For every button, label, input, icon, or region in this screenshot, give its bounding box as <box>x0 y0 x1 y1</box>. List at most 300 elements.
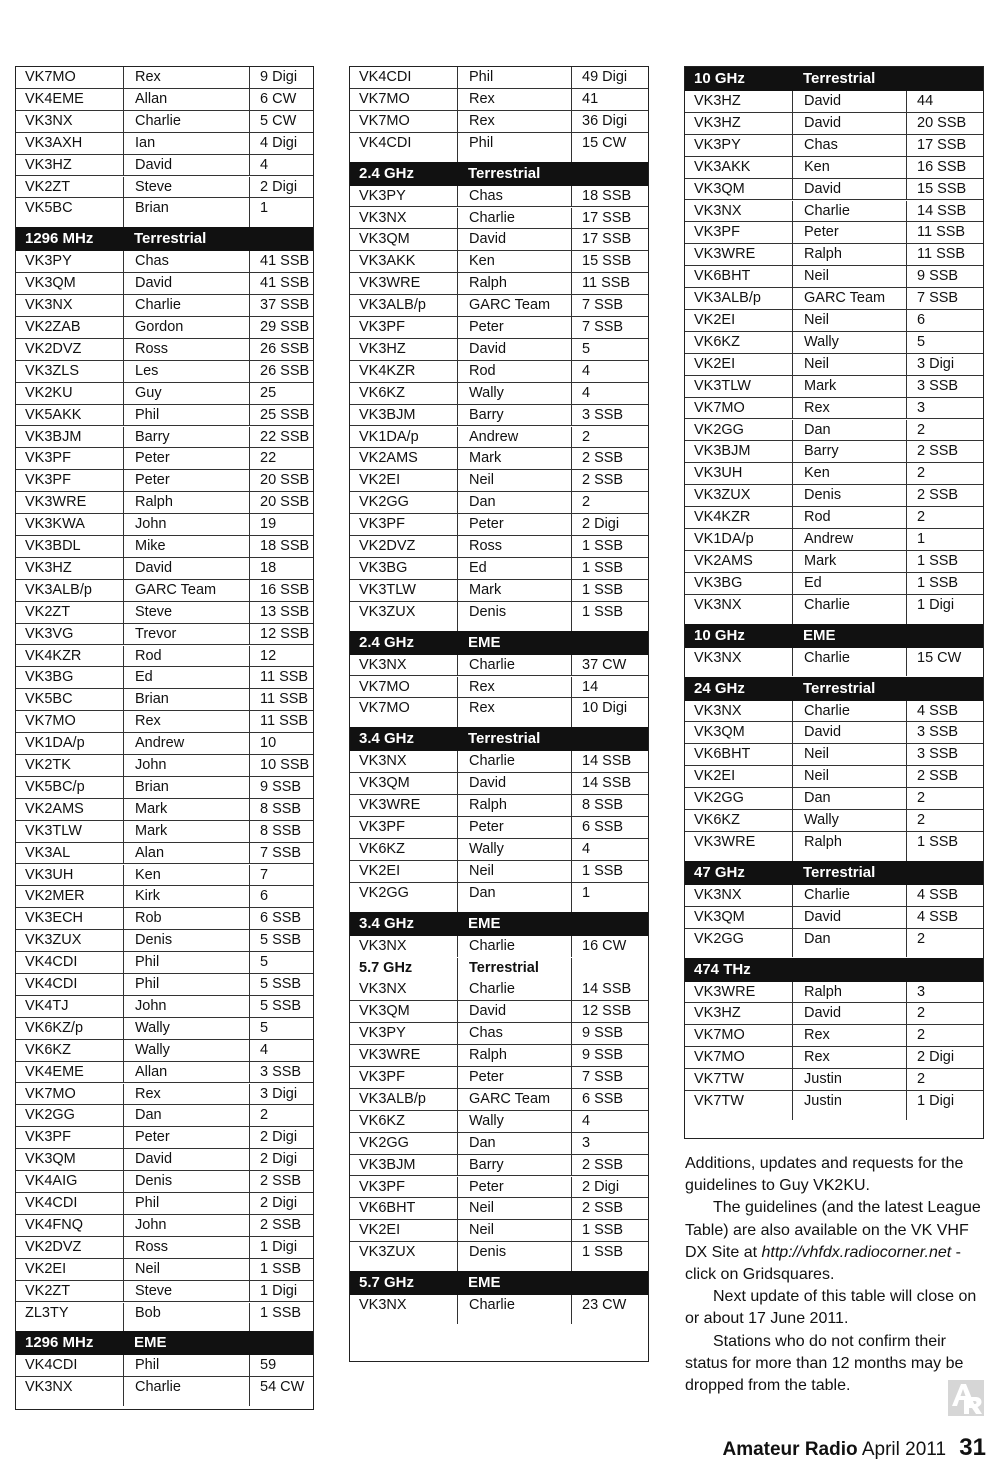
callsign-cell: VK2EI <box>694 768 736 785</box>
table-row <box>16 777 313 799</box>
name-cell: Chas <box>457 186 571 207</box>
name-cell: Denis <box>457 602 571 631</box>
table-row <box>350 295 648 317</box>
name-cell: Rex <box>457 89 571 110</box>
name-cell: Charlie <box>792 701 906 722</box>
table-row <box>685 485 983 507</box>
score-cell: 20 SSB <box>249 492 313 513</box>
score-cell: 1 Digi <box>906 1091 983 1120</box>
table-row <box>16 1377 313 1406</box>
score-cell: 41 SSB <box>249 273 313 294</box>
table-row <box>16 558 313 580</box>
name-cell: Neil <box>792 766 906 787</box>
name-cell: Phil <box>123 1193 249 1214</box>
name-cell: Neil <box>457 470 571 491</box>
score-cell: 2 Digi <box>906 1047 983 1068</box>
table-row <box>16 1149 313 1171</box>
callsign-cell: VK6KZ <box>359 840 405 857</box>
callsign-cell: VK2TK <box>25 757 71 773</box>
callsign-cell: VK3PF <box>359 516 405 533</box>
name-cell: Rod <box>457 361 571 382</box>
band-mode: EME <box>468 633 501 651</box>
name-cell: Rex <box>792 1047 906 1068</box>
name-cell: Charlie <box>792 595 906 624</box>
name-cell: Dan <box>457 492 571 513</box>
score-cell: 1 SSB <box>571 580 648 601</box>
score-cell: 19 <box>249 514 313 535</box>
callsign-cell: VK7MO <box>694 1027 745 1044</box>
score-cell: 2 Digi <box>249 1193 313 1214</box>
table-row <box>685 832 983 861</box>
name-cell: Phil <box>457 133 571 162</box>
table-row <box>685 907 983 929</box>
name-cell: Charlie <box>457 936 571 958</box>
score-cell: 11 SSB <box>571 273 648 294</box>
score-cell: 3 Digi <box>906 354 983 375</box>
note-next-update: Next update of this table will close on or about 17 June 2011. <box>685 1288 977 1328</box>
score-cell: 5 <box>571 339 648 360</box>
score-cell: 12 <box>249 646 313 667</box>
score-cell: 2 <box>906 929 983 958</box>
name-cell: Wally <box>123 1018 249 1039</box>
score-cell: 1 Digi <box>906 595 983 624</box>
name-cell: Gordon <box>123 317 249 338</box>
name-cell: Peter <box>457 514 571 535</box>
score-cell: 2 <box>906 507 983 528</box>
name-cell: Rex <box>457 111 571 132</box>
callsign-cell: VK3QM <box>694 908 745 925</box>
band-label: 10 GHz <box>694 626 745 644</box>
score-cell: 14 SSB <box>571 979 648 1000</box>
score-cell: 4 SSB <box>906 907 983 928</box>
score-cell: 15 SSB <box>571 251 648 272</box>
callsign-cell: VK2GG <box>25 1107 75 1124</box>
score-cell: 7 SSB <box>906 288 983 309</box>
score-cell: 2 SSB <box>906 485 983 506</box>
name-cell: Ralph <box>792 832 906 861</box>
table-row <box>350 1295 648 1324</box>
table-row <box>685 1069 983 1091</box>
table-row <box>16 580 313 602</box>
table-row <box>350 67 648 89</box>
callsign-cell: VK3HZ <box>694 1005 741 1022</box>
score-cell: 1 <box>906 529 983 550</box>
score-cell: 2 <box>571 492 648 513</box>
table-row <box>350 1067 648 1089</box>
table-row <box>16 405 313 427</box>
callsign-cell: VK3WRE <box>359 797 421 814</box>
callsign-cell: VK6BHT <box>694 746 751 763</box>
score-cell: 5 <box>249 1018 313 1039</box>
score-cell: 2 SSB <box>571 1198 648 1219</box>
table-row <box>16 89 313 111</box>
callsign-cell: VK3VG <box>25 625 74 642</box>
name-cell: Chas <box>457 1023 571 1044</box>
name-cell: Charlie <box>457 655 571 676</box>
callsign-cell: VK2EI <box>25 1260 67 1277</box>
callsign-cell: VK3NX <box>359 981 407 998</box>
callsign-cell: VK3PF <box>359 1069 405 1085</box>
name-cell: Guy <box>123 383 249 404</box>
callsign-cell: VK3NX <box>359 1297 407 1314</box>
name-cell: Mark <box>792 376 906 397</box>
name-cell: John <box>123 996 249 1017</box>
callsign-cell: VK4AIG <box>25 1173 78 1190</box>
page-number: 31 <box>959 1434 986 1461</box>
callsign-cell: VK3QM <box>694 180 745 197</box>
table-row <box>685 201 983 223</box>
callsign-cell: VK2GG <box>694 930 744 947</box>
table-row <box>685 135 983 157</box>
callsign-cell: VK3NX <box>25 297 73 314</box>
callsign-cell: VK4FNQ <box>25 1216 84 1233</box>
table-row <box>685 244 983 266</box>
callsign-cell: VK3NX <box>694 202 742 219</box>
callsign-cell: VK6BHT <box>359 1200 416 1217</box>
callsign-cell: VK3QM <box>359 231 410 248</box>
table-row <box>685 551 983 573</box>
score-cell: 59 <box>249 1355 313 1376</box>
name-cell: Mike <box>123 536 249 557</box>
name-cell: GARC Team <box>457 295 571 316</box>
score-cell: 18 SSB <box>249 536 313 557</box>
score-cell: 9 SSB <box>571 1045 648 1066</box>
table-row <box>685 885 983 907</box>
name-cell: Dan <box>792 420 906 441</box>
score-cell: 37 SSB <box>249 295 313 316</box>
name-cell: Denis <box>123 1171 249 1192</box>
band-label: 47 GHz <box>694 863 745 881</box>
score-cell: 2 SSB <box>249 1215 313 1236</box>
score-cell: 11 SSB <box>906 244 983 265</box>
table-row <box>685 810 983 832</box>
callsign-cell: VK7MO <box>359 90 410 107</box>
callsign-cell: VK3QM <box>359 1003 410 1020</box>
note-guidelines <box>685 1197 990 1286</box>
callsign-cell: VK3PF <box>25 472 71 489</box>
score-cell: 6 SSB <box>571 1089 648 1110</box>
callsign-cell: VK4CDI <box>25 976 78 992</box>
callsign-cell: VK2EI <box>359 1222 401 1239</box>
table-row <box>350 1155 648 1177</box>
score-cell: 6 SSB <box>249 908 313 929</box>
score-cell: 18 <box>249 558 313 579</box>
band-mode: Terrestrial <box>468 730 541 748</box>
score-cell: 7 SSB <box>571 295 648 316</box>
table-row <box>350 133 648 162</box>
score-cell: 49 Digi <box>571 67 648 88</box>
band-header <box>685 624 983 648</box>
name-cell: Dan <box>457 1133 571 1154</box>
callsign-cell: VK3AKK <box>359 253 416 270</box>
score-cell: 14 SSB <box>571 773 648 794</box>
score-cell: 17 SSB <box>571 208 648 229</box>
callsign-cell: VK7MO <box>25 1085 76 1102</box>
callsign-cell: VK2EI <box>694 355 736 372</box>
name-cell: David <box>457 773 571 794</box>
table-row <box>16 821 313 843</box>
table-row <box>685 179 983 201</box>
name-cell: Charlie <box>457 979 571 1000</box>
score-cell: 2 SSB <box>249 1171 313 1192</box>
score-cell: 2 <box>906 788 983 809</box>
score-cell: 1 SSB <box>906 573 983 594</box>
score-cell: 11 SSB <box>906 222 983 243</box>
callsign-cell: VK3PF <box>25 1129 71 1146</box>
table-row <box>16 1062 313 1084</box>
callsign-cell: VK3ECH <box>25 910 84 927</box>
table-row <box>16 646 313 668</box>
name-cell: Charlie <box>123 1377 249 1406</box>
name-cell: David <box>457 1001 571 1022</box>
name-cell: Ralph <box>457 1045 571 1066</box>
score-cell: 10 SSB <box>249 755 313 776</box>
score-cell: 11 SSB <box>249 711 313 732</box>
score-cell: 10 Digi <box>571 698 648 727</box>
name-cell: Ralph <box>792 982 906 1003</box>
score-cell: 7 SSB <box>571 1067 648 1088</box>
score-cell: 23 CW <box>571 1295 648 1324</box>
table-row <box>685 332 983 354</box>
score-cell: 8 SSB <box>571 795 648 816</box>
band-label: 1296 MHz <box>25 1334 94 1352</box>
score-cell: 2 SSB <box>571 470 648 491</box>
table-row <box>16 514 313 536</box>
score-cell: 3 SSB <box>906 744 983 765</box>
table-row <box>350 514 648 536</box>
score-cell: 11 SSB <box>249 689 313 710</box>
name-cell: Chas <box>792 135 906 156</box>
table-row <box>16 448 313 470</box>
name-cell: David <box>123 558 249 579</box>
table-row <box>685 744 983 766</box>
band-label: 3.4 GHz <box>359 730 415 748</box>
name-cell: Ken <box>123 865 249 886</box>
table-row <box>16 67 313 89</box>
table-row <box>16 1040 313 1062</box>
table-row <box>685 398 983 420</box>
name-cell: Rex <box>792 398 906 419</box>
name-cell: Brian <box>123 689 249 710</box>
name-cell: Dan <box>457 883 571 912</box>
band-mode: EME <box>468 914 501 932</box>
callsign-cell: VK3AXH <box>25 134 83 151</box>
band-header <box>16 227 313 251</box>
callsign-cell: VK3NX <box>25 112 73 129</box>
callsign-cell: VK3NX <box>694 596 742 613</box>
table-row <box>350 698 648 727</box>
callsign-cell: VK3BDL <box>25 538 81 554</box>
name-cell: Barry <box>457 1155 571 1176</box>
name-cell: Brian <box>123 777 249 798</box>
score-cell: 7 SSB <box>249 843 313 864</box>
callsign-cell: VK3WRE <box>694 833 756 850</box>
name-cell: Peter <box>457 1177 571 1198</box>
score-cell: 15 CW <box>906 648 983 677</box>
name-cell: Dan <box>792 929 906 958</box>
score-cell: 2 Digi <box>249 1127 313 1148</box>
guidelines-link[interactable]: http://vhfdx.radiocorner.net <box>761 1243 952 1261</box>
name-cell: Justin <box>792 1091 906 1120</box>
name-cell: GARC Team <box>457 1089 571 1110</box>
callsign-cell: VK2GG <box>694 790 744 807</box>
callsign-cell: VK3BJM <box>25 428 82 445</box>
band-mode: Terrestrial <box>803 679 876 697</box>
table-row <box>685 420 983 442</box>
callsign-cell: VK2ZAB <box>25 319 81 335</box>
score-cell: 1 <box>249 198 313 227</box>
callsign-cell: VK3QM <box>25 275 76 292</box>
score-cell: 4 <box>571 383 648 404</box>
name-cell: Denis <box>123 930 249 951</box>
note-dropped: Stations who do not confirm their status for more than 12 months may be dropped from the table. <box>685 1332 964 1395</box>
name-cell: Rex <box>123 711 249 732</box>
score-cell: 1 SSB <box>571 536 648 557</box>
score-cell: 2 <box>571 427 648 448</box>
callsign-cell: VK3QM <box>25 1151 76 1168</box>
callsign-cell: VK2GG <box>359 494 409 511</box>
name-cell: Ross <box>123 1237 249 1258</box>
score-cell: 6 <box>249 886 313 907</box>
name-cell: Ralph <box>457 795 571 816</box>
band-header <box>350 727 648 751</box>
name-cell: Ian <box>123 133 249 154</box>
callsign-cell: VK3ZLS <box>25 362 79 379</box>
callsign-cell: VK4CDI <box>359 69 412 85</box>
name-cell: Mark <box>123 821 249 842</box>
table-row <box>350 655 648 677</box>
score-cell: 5 SSB <box>249 974 313 995</box>
table-row <box>350 1177 648 1199</box>
name-cell: Phil <box>457 67 571 88</box>
table-row <box>16 273 313 295</box>
name-cell: Phil <box>123 974 249 995</box>
name-cell: Ralph <box>792 244 906 265</box>
callsign-cell: VK3NX <box>694 886 742 903</box>
score-cell: 12 SSB <box>249 624 313 645</box>
name-cell: Rex <box>457 698 571 727</box>
name-cell: Rod <box>792 507 906 528</box>
table-row <box>16 198 313 227</box>
name-cell: Peter <box>123 470 249 491</box>
table-row <box>685 722 983 744</box>
name-cell: Dan <box>123 1105 249 1126</box>
callsign-cell: VK2ZT <box>25 1282 71 1299</box>
name-cell: Trevor <box>123 624 249 645</box>
table-row <box>685 1047 983 1069</box>
callsign-cell: VK3HZ <box>359 340 406 357</box>
score-cell: 22 <box>249 448 313 469</box>
name-cell: Ross <box>457 536 571 557</box>
table-row <box>16 470 313 492</box>
callsign-cell: VK3UH <box>694 465 743 482</box>
score-cell: 13 SSB <box>249 602 313 623</box>
callsign-cell: ZL3TY <box>25 1304 69 1321</box>
callsign-cell: VK3ALB/p <box>359 297 426 314</box>
table-row <box>685 1003 983 1025</box>
name-cell: David <box>457 339 571 360</box>
callsign-cell: VK4KZR <box>359 362 416 379</box>
score-cell: 4 <box>571 1111 648 1132</box>
callsign-cell: VK3BG <box>25 669 74 686</box>
score-cell: 2 SSB <box>906 766 983 787</box>
callsign-cell: VK7TW <box>694 1093 744 1109</box>
callsign-cell: VK2GG <box>694 421 744 438</box>
band-mode: Terrestrial <box>803 863 876 881</box>
name-cell: Brian <box>123 198 249 227</box>
score-cell: 4 Digi <box>249 133 313 154</box>
score-cell: 9 Digi <box>249 67 313 88</box>
callsign-cell: VK3PY <box>25 253 72 270</box>
score-cell: 4 <box>571 839 648 860</box>
name-cell: Peter <box>457 1067 571 1088</box>
name-cell: Bob <box>123 1303 249 1332</box>
name-cell: Wally <box>123 1040 249 1061</box>
callsign-cell: VK2EI <box>694 312 736 328</box>
score-cell: 2 SSB <box>571 1155 648 1176</box>
score-cell: 5 <box>906 332 983 353</box>
band-header <box>350 631 648 655</box>
band-header <box>350 162 648 186</box>
table-row <box>350 558 648 580</box>
score-cell: 3 SSB <box>571 405 648 426</box>
score-cell: 16 CW <box>571 936 648 958</box>
name-cell: Ralph <box>457 273 571 294</box>
name-cell: David <box>792 1003 906 1024</box>
score-cell: 1 SSB <box>249 1303 313 1332</box>
callsign-cell: VK6KZ <box>694 333 740 350</box>
callsign-cell: VK3NX <box>359 753 407 770</box>
table-row <box>350 580 648 602</box>
table-row <box>350 383 648 405</box>
table-row <box>350 861 648 883</box>
callsign-cell: VK3BJM <box>694 443 751 460</box>
score-cell: 41 <box>571 89 648 110</box>
table-row <box>685 157 983 179</box>
score-cell: 14 SSB <box>906 201 983 222</box>
band-header <box>16 1331 313 1355</box>
callsign-cell: VK3NX <box>359 937 407 954</box>
score-cell: 2 <box>249 1105 313 1126</box>
table-row <box>16 133 313 155</box>
callsign-cell: VK3PF <box>25 450 71 467</box>
callsign-cell: VK6KZ <box>359 1112 405 1129</box>
band-subheader <box>350 958 648 980</box>
name-cell: John <box>123 514 249 535</box>
table-row <box>16 865 313 887</box>
callsign-cell: VK2DVZ <box>25 340 82 357</box>
name-cell: Charlie <box>457 208 571 229</box>
band-mode: Terrestrial <box>468 164 541 182</box>
callsign-cell: VK3TLW <box>359 581 416 598</box>
score-cell: 3 <box>571 1133 648 1154</box>
score-cell: 2 Digi <box>249 177 313 198</box>
callsign-cell: VK2MER <box>25 888 85 905</box>
table-row <box>16 492 313 514</box>
table-row <box>16 799 313 821</box>
name-cell: Peter <box>792 222 906 243</box>
score-cell: 1 <box>571 883 648 912</box>
band-label: 5.7 GHz <box>359 959 413 976</box>
table-row <box>350 773 648 795</box>
callsign-cell: VK2EI <box>359 862 401 879</box>
name-cell: Mark <box>457 580 571 601</box>
table-row <box>350 1001 648 1023</box>
score-cell: 1 SSB <box>571 861 648 882</box>
name-cell: Neil <box>792 744 906 765</box>
table-row <box>16 536 313 558</box>
note-additions: Additions, updates and requests for the guidelines to Guy VK2KU. <box>685 1155 964 1195</box>
